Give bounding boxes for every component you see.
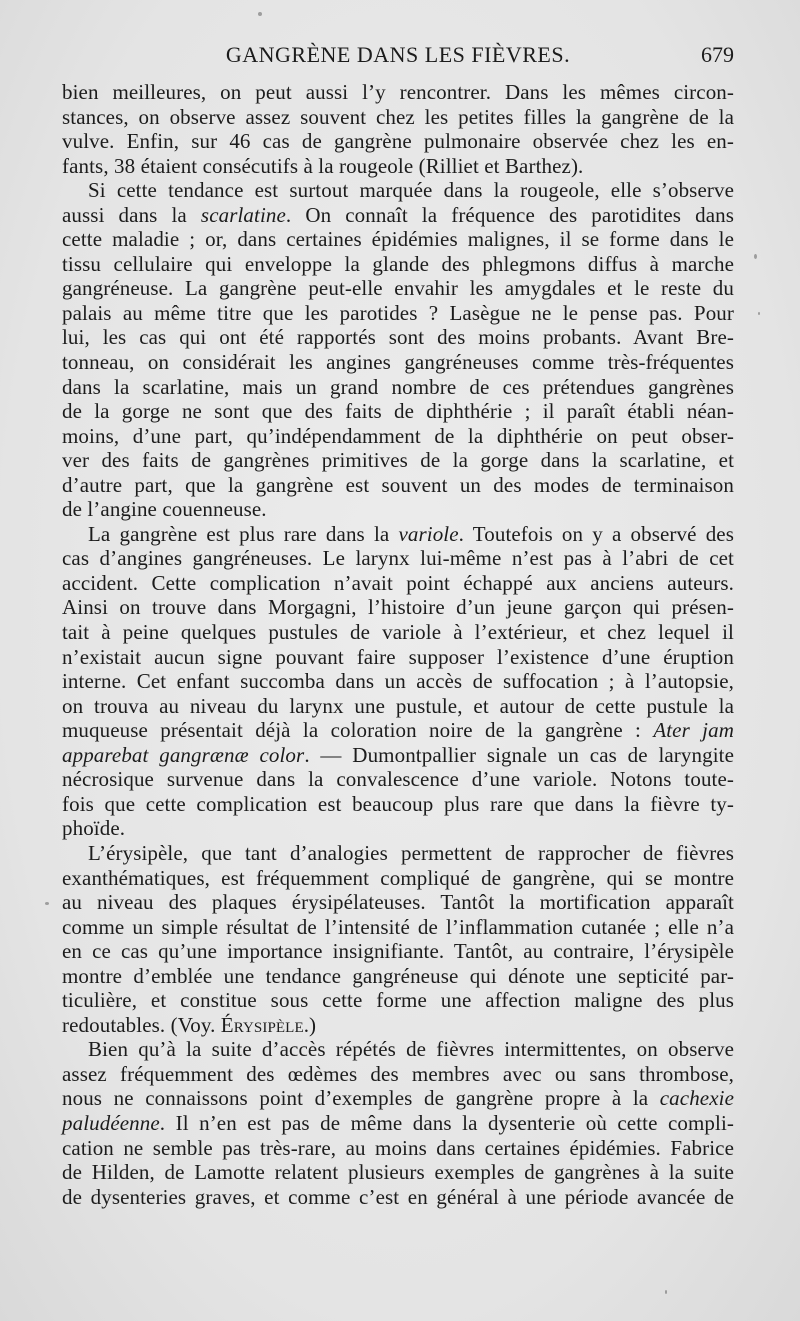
text-line: vulve. Enfin, sur 46 cas de gangrène pulmonaire observée chez les en- bbox=[62, 129, 734, 154]
text-line: lui, les cas qui ont été rapportés sont des moins probants. Avant Bre- bbox=[62, 325, 734, 350]
italic-term: apparebat gangrænæ color bbox=[62, 742, 305, 767]
paragraph-3 bbox=[62, 522, 734, 841]
text-line: en ce cas qu’une importance insignifiante. Tantôt, au contraire, l’érysipèle bbox=[62, 939, 734, 964]
page-number: 679 bbox=[701, 42, 734, 67]
text-line: cette maladie ; or, dans certaines épidémies malignes, il se forme dans le bbox=[62, 227, 734, 252]
text-line: accident. Cette complication n’avait point échappé aux anciens auteurs. bbox=[62, 570, 734, 595]
text-line: tissu cellulaire qui enveloppe la glande des phlegmons diffus à marche bbox=[62, 251, 734, 276]
italic-term: scarlatine bbox=[200, 202, 286, 227]
text-line: montre d’emblée une tendance gangréneuse qui dénote une septicité par- bbox=[62, 963, 734, 988]
paragraph-5 bbox=[62, 1037, 734, 1209]
text-line: cation ne semble pas très-rare, au moins dans certaines épidémies. Fabrice bbox=[62, 1135, 734, 1160]
text-line: nécrosique survenue dans la convalescence d’une variole. Notons toute- bbox=[62, 767, 734, 792]
page-header bbox=[60, 40, 736, 70]
text-line: cas d’angines gangréneuses. Le larynx lui-même n’est pas à l’abri de cet bbox=[62, 546, 734, 571]
text-line: de la gorge ne sont que des faits de diphthérie ; il paraît établi néan- bbox=[62, 399, 734, 424]
text-line: de dysenteries graves, et comme c’est en général à une période avancée de bbox=[62, 1184, 734, 1209]
text-line: assez fréquemment des œdèmes des membres avec ou sans thrombose, bbox=[62, 1061, 734, 1086]
text-line: on trouva au niveau du larynx une pustule, et autour de cette pustule la bbox=[62, 693, 734, 718]
text-line: interne. Cet enfant succomba dans un accès de suffocation ; à l’autopsie, bbox=[62, 669, 734, 694]
text-line: ticulière, et constitue sous cette forme une affection maligne des plus bbox=[62, 988, 734, 1013]
text-line: Si cette tendance est surtout marquée dans la rougeole, elle s’observe bbox=[88, 178, 734, 203]
paper-speck bbox=[758, 312, 760, 315]
body-text bbox=[62, 80, 734, 1209]
text-line: fois que cette complication est beaucoup plus rare que dans la fièvre ty- bbox=[62, 791, 734, 816]
text-line: redoutables. (Voy. Érysipèle.) bbox=[62, 1012, 317, 1037]
text-line: d’autre part, que la gangrène est souvent un des modes de terminaison bbox=[62, 472, 734, 497]
text-line: bien meilleures, on peut aussi l’y rencontrer. Dans les mêmes circon- bbox=[62, 80, 734, 104]
paragraph-1 bbox=[62, 80, 734, 178]
text-line: de l’angine couenneuse. bbox=[62, 497, 267, 522]
text-line: ver des faits de gangrènes primitives de la gorge dans la scarlatine, et bbox=[62, 448, 734, 473]
text-line: aussi dans la scarlatine. On connaît la fréquence des parotidites dans bbox=[62, 202, 734, 227]
text-line: palais au même titre que les parotides ? Lasègue ne le pense pas. Pour bbox=[62, 300, 734, 325]
text-line: tonneau, on considérait les angines gangréneuses comme très-fréquentes bbox=[62, 350, 734, 375]
text-line: fants, 38 étaient consécutifs à la rougeole (Rilliet et Barthez). bbox=[62, 153, 584, 178]
text-line: La gangrène est plus rare dans la variole. Toutefois on y a observé des bbox=[88, 521, 734, 546]
italic-term: Ater jam bbox=[653, 718, 734, 743]
text-line: apparebat gangrænæ color. — Dumontpallier signale un cas de laryngite bbox=[62, 742, 734, 767]
text-line: L’érysipèle, que tant d’analogies permettent de rapprocher de fièvres bbox=[88, 840, 734, 865]
paper-speck bbox=[45, 902, 49, 905]
text-line: n’existait aucun signe pouvant faire supposer l’existence d’une éruption bbox=[62, 644, 734, 669]
paper-speck bbox=[754, 254, 757, 259]
paper-speck bbox=[665, 1290, 667, 1294]
paper-speck bbox=[258, 12, 262, 16]
text-line: paludéenne. Il n’en est pas de même dans la dysenterie où cette compli- bbox=[62, 1110, 734, 1135]
text-line: Bien qu’à la suite d’accès répétés de fièvres intermittentes, on observe bbox=[88, 1037, 734, 1062]
text-line: tait à peine quelques pustules de variole à l’extérieur, et chez lequel il bbox=[62, 620, 734, 645]
small-caps-term: Érysipèle bbox=[220, 1012, 304, 1037]
paragraph-2 bbox=[62, 178, 734, 522]
italic-term: paludéenne bbox=[62, 1110, 160, 1135]
italic-term: variole bbox=[398, 521, 459, 546]
text-line: nous ne connaissons point d’exemples de gangrène propre à la cachexie bbox=[62, 1086, 734, 1111]
text-line: moins, d’une part, qu’indépendamment de la diphthérie on peut obser- bbox=[62, 423, 734, 448]
text-line: de Hilden, de Lamotte relatent plusieurs exemples de gangrènes à la suite bbox=[62, 1160, 734, 1185]
text-line: Ainsi on trouve dans Morgagni, l’histoire d’un jeune garçon qui présen- bbox=[62, 595, 734, 620]
text-line: exanthématiques, est fréquemment compliqué de gangrène, qui se montre bbox=[62, 865, 734, 890]
text-line: au niveau des plaques érysipélateuses. Tantôt la mortification apparaît bbox=[62, 890, 734, 915]
italic-term: cachexie bbox=[659, 1086, 734, 1111]
running-title: GANGRÈNE DANS LES FIÈVRES. bbox=[225, 42, 571, 67]
paragraph-4 bbox=[62, 841, 734, 1037]
text-line: muqueuse présentait déjà la coloration noire de la gangrène : Ater jam bbox=[62, 718, 734, 743]
text-line: dans la scarlatine, mais un grand nombre de ces prétendues gangrènes bbox=[62, 374, 734, 399]
text-line: comme un simple résultat de l’intensité de l’inflammation cutanée ; elle n’a bbox=[62, 914, 734, 939]
text-line: stances, on observe assez souvent chez les petites filles la gangrène de la bbox=[62, 104, 734, 129]
text-line: phoïde. bbox=[62, 816, 126, 841]
text-line: gangréneuse. La gangrène peut-elle envahir les amygdales et le reste du bbox=[62, 276, 734, 301]
